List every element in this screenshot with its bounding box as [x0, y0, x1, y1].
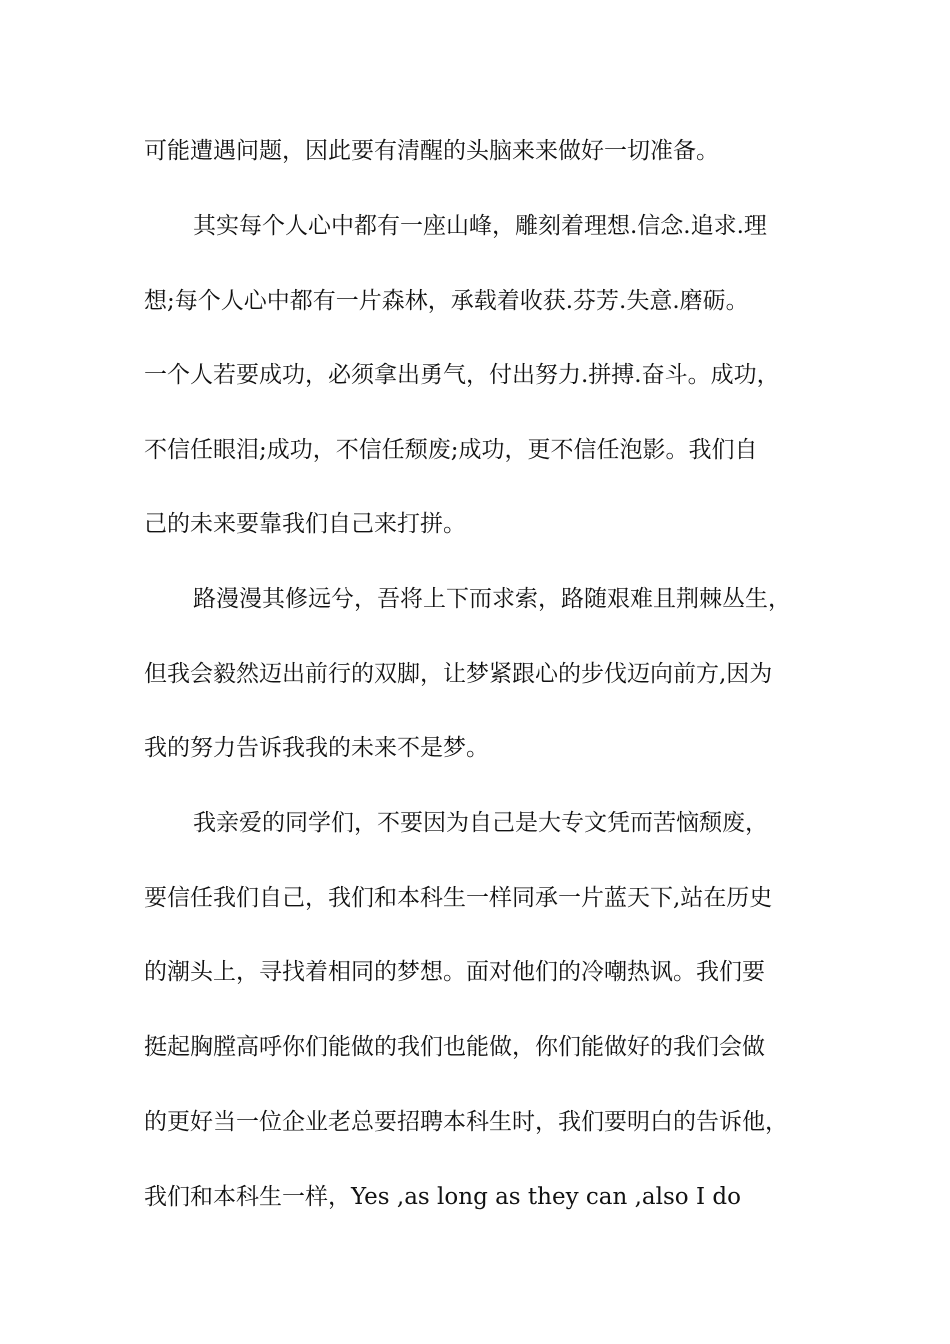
text-line: 的更好当一位企业老总要招聘本科生时，我们要明白的告诉他， [144, 1109, 788, 1135]
text-line: 不信任眼泪;成功，不信任颓废;成功，更不信任泡影。我们自 [144, 437, 758, 463]
text-line: 一个人若要成功，必须拿出勇气，付出努力.拼搏.奋斗。成功， [144, 362, 780, 388]
paragraph-first-line: 我亲爱的同学们，不要因为自己是大专文凭而苦恼颓废， [193, 810, 768, 836]
text-line: 的潮头上，寻找着相同的梦想。面对他们的冷嘲热讽。我们要 [144, 959, 765, 985]
text-line: 要信任我们自己，我们和本科生一样同承一片蓝天下,站在历史 [144, 885, 773, 911]
text-line: 但我会毅然迈出前行的双脚，让梦紧跟心的步伐迈向前方,因为 [144, 661, 773, 687]
text-line: 可能遭遇问题，因此要有清醒的头脑来来做好一切准备。 [144, 138, 719, 164]
paragraph-first-line: 路漫漫其修远兮，吾将上下而求索，路随艰难且荆棘丛生， [193, 586, 791, 612]
text-line: 挺起胸膛高呼你们能做的我们也能做，你们能做好的我们会做 [144, 1034, 765, 1060]
text-line: 想;每个人心中都有一片森林，承载着收获.芬芳.失意.磨砺。 [144, 288, 749, 314]
paragraph-first-line: 其实每个人心中都有一座山峰，雕刻着理想.信念.追求.理 [193, 213, 767, 239]
text-line: 我的努力告诉我我的未来不是梦。 [144, 735, 489, 761]
text-line: 己的未来要靠我们自己来打拼。 [144, 511, 466, 537]
text-line: 我们和本科生一样，Yes ,as long as they can ,also I do [144, 1184, 741, 1210]
